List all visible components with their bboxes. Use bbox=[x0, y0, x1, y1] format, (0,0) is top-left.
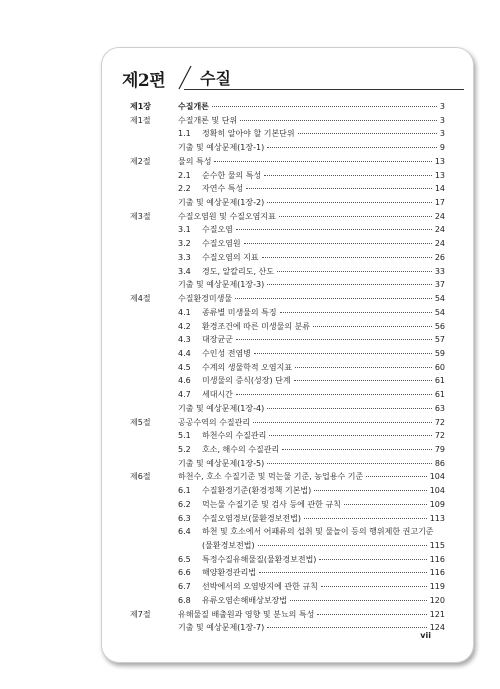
toc-entry[interactable] bbox=[178, 347, 445, 361]
toc-title: 유해물질 배출원과 영향 및 분뇨의 특성 bbox=[178, 609, 315, 619]
toc-title: 수계의 생물학적 오염지표 bbox=[202, 362, 293, 372]
toc-title: 하천수의 수질관리 bbox=[202, 431, 267, 441]
toc-page-number: 14 bbox=[434, 184, 445, 194]
toc-title: 하천수, 호소 수질기준 및 먹는물 기준, 농업용수 기준 bbox=[178, 472, 364, 482]
toc-section-number: 3.3 bbox=[178, 252, 191, 262]
toc-section-number: 6.5 bbox=[178, 554, 191, 564]
toc-title: 기출 및 예상문제(1장-4) bbox=[178, 403, 265, 413]
toc-row bbox=[102, 265, 473, 279]
dot-leader bbox=[258, 545, 427, 546]
toc-title: 미생물의 증식(성장) 단계 bbox=[202, 376, 291, 386]
toc-title: 기출 및 예상문제(1장-3) bbox=[178, 280, 265, 290]
dot-leader bbox=[240, 120, 437, 121]
toc-page-number: 3 bbox=[439, 102, 445, 111]
toc-page-number: 13 bbox=[434, 156, 445, 166]
toc-title: 수질개론 및 단위 bbox=[178, 115, 238, 125]
toc-page-number: 72 bbox=[434, 417, 445, 427]
dot-leader bbox=[267, 463, 432, 464]
toc-row bbox=[102, 443, 473, 457]
dot-leader bbox=[267, 408, 432, 409]
toc-row bbox=[102, 374, 473, 388]
dot-leader bbox=[253, 422, 432, 423]
dot-leader bbox=[290, 600, 427, 601]
toc-title: 자연수 특성 bbox=[202, 184, 244, 194]
toc-section-number: 5.1 bbox=[178, 431, 191, 441]
toc-page-number: 24 bbox=[434, 211, 445, 221]
toc-entry[interactable] bbox=[178, 374, 445, 388]
toc-chapter-label: 제1절 bbox=[130, 115, 151, 125]
toc-row bbox=[102, 127, 473, 141]
toc-entry[interactable] bbox=[178, 127, 445, 141]
toc-entry[interactable] bbox=[178, 388, 445, 402]
dot-leader bbox=[321, 586, 427, 587]
toc-title: 호소, 해수의 수질관리 bbox=[202, 444, 280, 454]
toc-entry[interactable] bbox=[178, 566, 445, 580]
toc-page-number: 26 bbox=[434, 252, 445, 262]
toc-page-number: 124 bbox=[429, 623, 445, 633]
toc-row bbox=[102, 237, 473, 251]
toc-chapter-label: 제3절 bbox=[130, 211, 151, 221]
toc-chapter-label: 제5절 bbox=[130, 417, 151, 427]
toc-entry[interactable] bbox=[178, 278, 445, 292]
toc-row bbox=[102, 388, 473, 402]
toc-row bbox=[102, 361, 473, 375]
dot-leader bbox=[344, 504, 427, 505]
toc-entry[interactable] bbox=[178, 223, 445, 237]
dot-leader bbox=[236, 394, 432, 395]
dot-leader bbox=[319, 559, 426, 560]
dot-leader bbox=[246, 188, 432, 189]
toc-row bbox=[102, 416, 473, 430]
toc-title: 수질오염원 bbox=[202, 239, 241, 249]
toc-title: 종류별 미생물의 특징 bbox=[202, 307, 277, 317]
toc-section-number: 3.4 bbox=[178, 266, 191, 276]
toc-page-number: 33 bbox=[434, 266, 445, 276]
toc-section-number: 4.3 bbox=[178, 335, 191, 345]
toc-chapter-label: 제1장 bbox=[130, 102, 152, 111]
toc-section-number: 5.2 bbox=[178, 444, 191, 454]
toc-row bbox=[102, 470, 473, 484]
toc-title: 특정수질유해물질(물환경보전법) bbox=[202, 554, 317, 564]
toc-chapter-label: 제2절 bbox=[130, 156, 151, 166]
toc-entry[interactable] bbox=[178, 155, 445, 169]
toc-title: 먹는물 수질기준 및 검사 등에 관한 규칙 bbox=[202, 499, 341, 509]
dot-leader bbox=[267, 202, 432, 203]
toc-entry[interactable] bbox=[178, 429, 445, 443]
part-header bbox=[122, 64, 462, 94]
dot-leader bbox=[298, 133, 437, 134]
toc-section-number: 1.1 bbox=[178, 129, 191, 139]
toc-row bbox=[102, 251, 473, 265]
header-rule bbox=[184, 89, 464, 90]
toc-page-number: 115 bbox=[429, 541, 445, 550]
toc-page-number: 79 bbox=[434, 444, 445, 454]
toc-section-number: 2.1 bbox=[178, 170, 191, 180]
toc-title: 기출 및 예상문제(1장-5) bbox=[178, 458, 265, 468]
toc-row bbox=[102, 196, 473, 210]
dot-leader bbox=[262, 257, 432, 258]
toc-entry[interactable] bbox=[178, 320, 445, 334]
toc-row bbox=[102, 292, 473, 306]
toc-page-number: 72 bbox=[434, 431, 445, 441]
toc-row bbox=[102, 429, 473, 443]
toc-section-number: 4.5 bbox=[178, 362, 191, 372]
toc-title: 해양환경관리법 bbox=[202, 568, 257, 578]
toc-section-number: 3.1 bbox=[178, 225, 191, 235]
toc-section-number: 6.7 bbox=[178, 582, 191, 592]
toc-row bbox=[102, 169, 473, 183]
dot-leader bbox=[304, 518, 427, 519]
toc-entry[interactable] bbox=[178, 525, 445, 539]
toc-entry[interactable] bbox=[178, 608, 445, 622]
toc-entry[interactable] bbox=[178, 416, 445, 430]
toc-entry[interactable] bbox=[178, 539, 445, 553]
toc-title: 수인성 전염병 bbox=[202, 348, 251, 358]
toc-page-number: 3 bbox=[439, 115, 445, 125]
dot-leader bbox=[236, 339, 432, 340]
toc-title: 수질개론 bbox=[178, 102, 209, 111]
toc-entry[interactable] bbox=[178, 621, 445, 635]
toc-page-number: 121 bbox=[429, 609, 445, 619]
toc-row bbox=[102, 114, 473, 128]
toc-row bbox=[102, 498, 473, 512]
dot-leader bbox=[236, 229, 432, 230]
toc-section-number: 6.8 bbox=[178, 595, 191, 605]
dot-leader bbox=[254, 353, 432, 354]
toc-row bbox=[102, 608, 473, 622]
toc-row bbox=[102, 512, 473, 526]
toc-page-number: 86 bbox=[434, 458, 445, 468]
dot-leader bbox=[282, 449, 432, 450]
toc-section-number: 4.4 bbox=[178, 348, 191, 358]
toc-chapter-label: 제7절 bbox=[130, 609, 151, 619]
toc-section-number: 6.2 bbox=[178, 499, 191, 509]
dot-leader bbox=[277, 271, 432, 272]
toc-page-number: 24 bbox=[434, 225, 445, 235]
toc-entry[interactable] bbox=[178, 402, 445, 416]
toc-page-number: 109 bbox=[429, 499, 445, 509]
dot-leader bbox=[244, 243, 432, 244]
toc-title: 수질오염의 지표 bbox=[202, 252, 259, 262]
toc-title: 수질오염 bbox=[202, 225, 233, 235]
toc-entry[interactable] bbox=[178, 141, 445, 155]
toc-chapter-label: 제4절 bbox=[130, 294, 151, 304]
toc-title: 대장균군 bbox=[202, 335, 233, 345]
toc-row bbox=[102, 141, 473, 155]
toc-title: 수질환경기준(환경정책 기본법) bbox=[202, 486, 312, 496]
toc-section-number: 4.1 bbox=[178, 307, 191, 317]
toc-section-number: 6.6 bbox=[178, 568, 191, 578]
toc-entry[interactable] bbox=[178, 306, 445, 320]
dot-leader bbox=[280, 312, 432, 313]
dot-leader bbox=[295, 367, 432, 368]
dot-leader bbox=[212, 106, 437, 107]
toc-page-number: 24 bbox=[434, 239, 445, 249]
toc-row bbox=[102, 457, 473, 471]
toc-row bbox=[102, 306, 473, 320]
toc-page-number: 116 bbox=[429, 568, 445, 578]
toc-entry[interactable] bbox=[178, 553, 445, 567]
slash-mark bbox=[176, 64, 194, 90]
toc-page-number: 104 bbox=[429, 472, 445, 482]
toc-page-number: 63 bbox=[434, 403, 445, 413]
dot-leader bbox=[264, 175, 432, 176]
toc-title: 환경조건에 따른 미생물의 분류 bbox=[202, 321, 311, 331]
toc-entry[interactable] bbox=[178, 594, 445, 608]
toc-section-number: 4.7 bbox=[178, 390, 191, 400]
toc-page-number: 57 bbox=[434, 335, 445, 345]
toc-entry[interactable] bbox=[178, 333, 445, 347]
toc-row bbox=[102, 347, 473, 361]
dot-leader bbox=[279, 216, 432, 217]
toc-section-number: 2.2 bbox=[178, 184, 191, 194]
toc-page-number: 59 bbox=[434, 348, 445, 358]
toc-entry[interactable] bbox=[178, 114, 445, 128]
toc-page-number: 37 bbox=[434, 280, 445, 290]
toc-page-number: 120 bbox=[429, 595, 445, 605]
toc-section-number: 4.2 bbox=[178, 321, 191, 331]
toc-title: 물의 특성 bbox=[178, 156, 212, 166]
toc-entry[interactable] bbox=[178, 251, 445, 265]
toc-page-number: 104 bbox=[429, 486, 445, 496]
toc-title: (물환경보전법) bbox=[202, 541, 255, 550]
dot-leader bbox=[366, 476, 427, 477]
toc-row bbox=[102, 100, 473, 114]
toc-title: 수질환경미생물 bbox=[178, 294, 233, 304]
toc-chapter-label: 제6절 bbox=[130, 472, 151, 482]
toc-page-number: 61 bbox=[434, 376, 445, 386]
toc-page-number: 116 bbox=[429, 554, 445, 564]
toc-entry[interactable] bbox=[178, 457, 445, 471]
toc-row bbox=[102, 223, 473, 237]
toc-title: 공공수역의 수질관리 bbox=[178, 417, 251, 427]
toc-title: 수질오염경보(물환경보전법) bbox=[202, 513, 301, 523]
toc-entry[interactable] bbox=[178, 169, 445, 183]
toc-page-number: 3 bbox=[439, 129, 445, 139]
toc-row bbox=[102, 553, 473, 567]
dot-leader bbox=[314, 490, 426, 491]
part-title: 수질 bbox=[200, 69, 231, 88]
dot-leader bbox=[317, 614, 426, 615]
toc-entry[interactable] bbox=[178, 182, 445, 196]
dot-leader bbox=[267, 284, 432, 285]
toc-page-number: 13 bbox=[434, 170, 445, 180]
toc-entry[interactable] bbox=[178, 361, 445, 375]
toc-title: 하천 및 호소에서 어패류의 섭취 및 물놀이 등의 행위제한 권고기준 bbox=[202, 527, 434, 537]
dot-leader bbox=[313, 326, 432, 327]
toc-page-number: 54 bbox=[434, 294, 445, 304]
toc-page-number: 17 bbox=[434, 198, 445, 208]
toc-title: 기출 및 예상문제(1장-7) bbox=[178, 623, 265, 633]
toc-title: 세대시간 bbox=[202, 390, 233, 400]
toc-title: 유류오염손해배상보장법 bbox=[202, 595, 288, 605]
toc-row bbox=[102, 580, 473, 594]
toc-entry[interactable] bbox=[178, 210, 445, 224]
toc-section-number: 4.6 bbox=[178, 376, 191, 386]
toc-row bbox=[102, 566, 473, 580]
toc-section-number: 6.1 bbox=[178, 486, 191, 496]
toc-entry[interactable] bbox=[178, 484, 445, 498]
dot-leader bbox=[267, 147, 437, 148]
toc-title: 수질오염원 및 수질오염지표 bbox=[178, 211, 276, 221]
toc-page-number: 9 bbox=[439, 143, 445, 153]
toc-title: 정확히 알아야 할 기본단위 bbox=[202, 129, 295, 139]
dot-leader bbox=[214, 161, 431, 162]
toc-row bbox=[102, 210, 473, 224]
toc-page-number: 56 bbox=[434, 321, 445, 331]
toc-row bbox=[102, 155, 473, 169]
toc-entry[interactable] bbox=[178, 196, 445, 210]
toc-row bbox=[102, 402, 473, 416]
toc-title: 선박에서의 오염방지에 관한 규칙 bbox=[202, 582, 318, 592]
toc-entry[interactable] bbox=[178, 580, 445, 594]
toc-row bbox=[102, 539, 473, 553]
book-page bbox=[101, 47, 474, 663]
toc-section-number: 6.3 bbox=[178, 513, 191, 523]
toc-entry[interactable] bbox=[178, 470, 445, 484]
toc-entry[interactable] bbox=[178, 100, 445, 114]
toc-entry[interactable] bbox=[178, 498, 445, 512]
toc-row bbox=[102, 525, 473, 539]
page-number: vii bbox=[420, 631, 431, 640]
toc-page-number: 113 bbox=[429, 513, 445, 523]
toc-entry[interactable] bbox=[178, 512, 445, 526]
toc-title: 기출 및 예상문제(1장-1) bbox=[178, 143, 265, 153]
toc-page-number: 54 bbox=[434, 307, 445, 317]
toc-title: 순수한 물의 특성 bbox=[202, 170, 262, 180]
toc-page-number: 60 bbox=[434, 362, 445, 372]
toc-entry[interactable] bbox=[178, 265, 445, 279]
toc-section-number: 3.2 bbox=[178, 239, 191, 249]
toc-row bbox=[102, 621, 473, 635]
toc-page-number: 119 bbox=[429, 582, 445, 592]
toc-row bbox=[102, 320, 473, 334]
dot-leader bbox=[269, 435, 431, 436]
toc-title: 기출 및 예상문제(1장-2) bbox=[178, 198, 265, 208]
dot-leader bbox=[294, 380, 432, 381]
toc-entry[interactable] bbox=[178, 443, 445, 457]
dot-leader bbox=[259, 572, 427, 573]
toc-row bbox=[102, 594, 473, 608]
toc-entry[interactable] bbox=[178, 292, 445, 306]
toc-row bbox=[102, 278, 473, 292]
part-label: 제2편 bbox=[122, 71, 166, 91]
table-of-contents bbox=[102, 100, 473, 635]
toc-section-number: 6.4 bbox=[178, 527, 191, 537]
toc-row bbox=[102, 484, 473, 498]
toc-entry[interactable] bbox=[178, 237, 445, 251]
toc-title: 경도, 알칼리도, 산도 bbox=[202, 266, 274, 276]
dot-leader bbox=[267, 627, 427, 628]
toc-page-number: 61 bbox=[434, 390, 445, 400]
toc-row bbox=[102, 333, 473, 347]
toc-row bbox=[102, 182, 473, 196]
dot-leader bbox=[235, 298, 432, 299]
